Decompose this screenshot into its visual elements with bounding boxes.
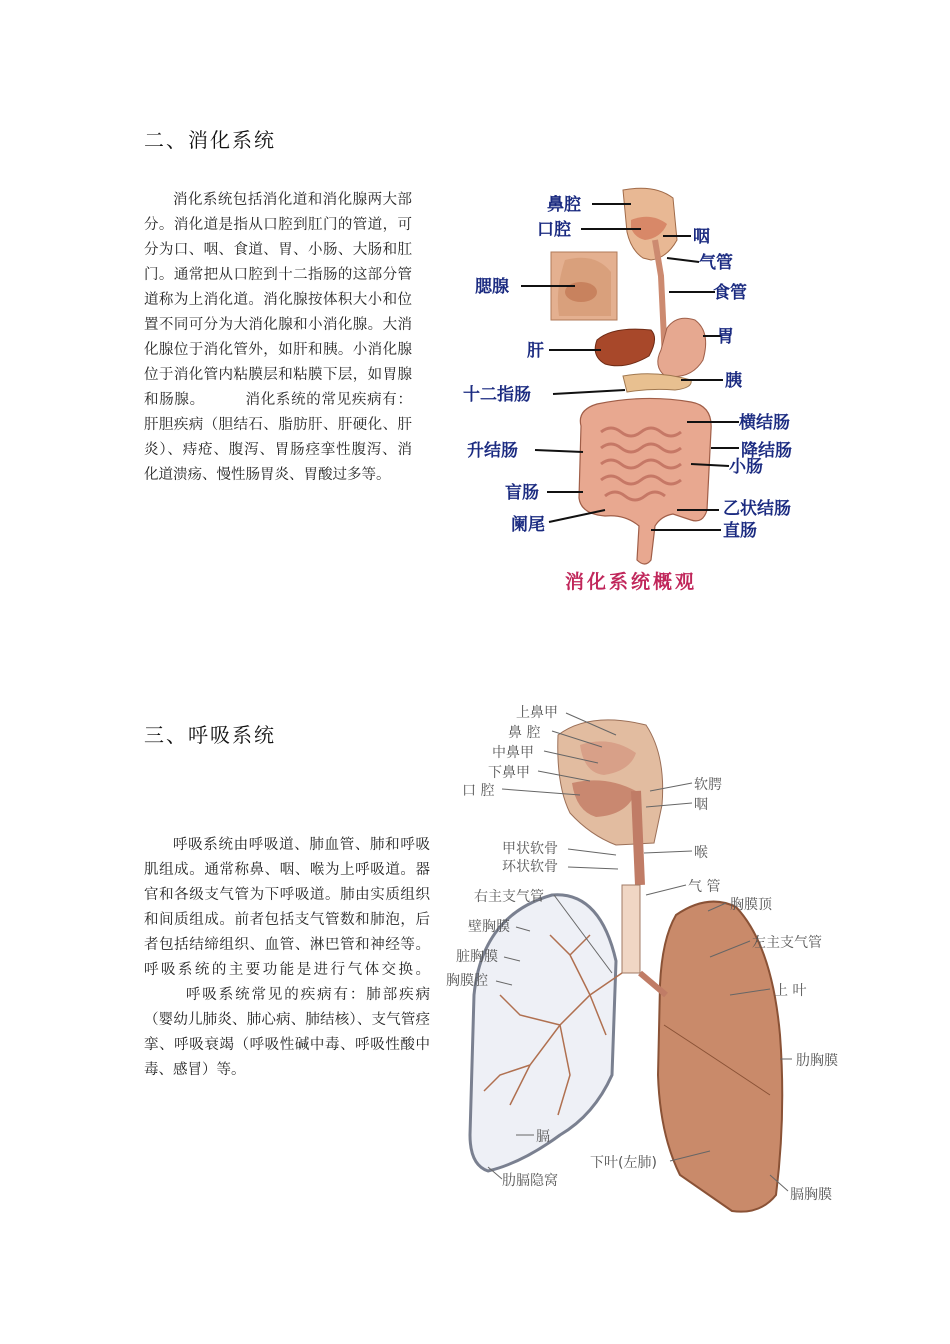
label-trachea: 气 管 <box>688 879 721 895</box>
label-liver: 肝 <box>527 341 544 361</box>
label-pleural-cupula: 胸膜顶 <box>730 897 772 913</box>
label-nasal-cavity: 鼻 腔 <box>508 725 541 741</box>
head-section-illustration <box>558 720 663 885</box>
respiratory-paragraph-main: 呼吸系统由呼吸道、肺血管、肺和呼吸肌组成。通常称鼻、咽、喉为上呼吸道。器官和各级支气管为下呼吸道。肺由实质组织和间质组成。前者包括支气管数和肺泡，后者包括结缔组织、血管、淋巴管和神经等。呼吸系统的主要功能是进行气体交换。 <box>144 837 430 978</box>
digestive-heading: 二、消化系统 <box>144 128 276 152</box>
label-parotid: 腮腺 <box>475 277 509 297</box>
label-upper-lobe: 上 叶 <box>774 983 807 999</box>
label-ascending-colon: 升结肠 <box>467 441 518 461</box>
label-diaphragm: 膈 <box>536 1129 550 1145</box>
label-middle-concha: 中鼻甲 <box>492 745 534 761</box>
label-duodenum: 十二指肠 <box>463 385 531 405</box>
respiratory-system-figure <box>440 695 860 1225</box>
respiratory-paragraph-diseases: 呼吸系统常见的疾病有：肺部疾病（婴幼儿肺炎、肺心病、肺结核）、支气管痉挛、呼吸衰竭（呼吸性碱中毒、呼吸性酸中毒、感冒）等。 <box>144 987 430 1078</box>
label-descending-colon: 降结肠 <box>741 441 792 461</box>
label-small-intestine: 小肠 <box>729 457 763 477</box>
label-cecum: 盲肠 <box>505 483 539 503</box>
large-intestine-illustration <box>579 398 711 564</box>
label-rectum: 直肠 <box>723 521 757 541</box>
label-sigmoid-colon: 乙状结肠 <box>723 499 791 519</box>
digestive-paragraph <box>144 188 412 488</box>
respiratory-paragraph <box>144 833 430 1083</box>
digestive-figure-caption: 消化系统概观 <box>565 571 698 593</box>
label-parietal-pleura: 壁胸膜 <box>468 919 510 935</box>
label-oral-cavity: 口腔 <box>537 220 571 240</box>
label-superior-concha: 上鼻甲 <box>516 705 558 721</box>
respiratory-heading: 三、呼吸系统 <box>144 723 276 747</box>
label-thyroid-cartilage: 甲状软骨 <box>502 841 558 857</box>
label-trachea: 气管 <box>699 253 733 273</box>
label-costal-pleura: 肋胸膜 <box>796 1053 838 1069</box>
label-larynx: 喉 <box>694 845 708 861</box>
pancreas-illustration <box>623 374 691 392</box>
trachea-illustration <box>622 885 640 973</box>
label-nasal-cavity: 鼻腔 <box>547 195 581 215</box>
label-pharynx: 咽 <box>694 797 708 813</box>
liver-illustration <box>595 329 654 366</box>
label-costodiaphragmatic-recess: 肋膈隐窝 <box>502 1173 558 1189</box>
label-esophagus: 食管 <box>713 283 747 303</box>
label-soft-palate: 软腭 <box>694 777 722 793</box>
label-visceral-pleura: 脏胸膜 <box>456 949 498 965</box>
label-appendix: 阑尾 <box>511 515 545 535</box>
label-stomach: 胃 <box>717 327 734 347</box>
label-transverse-colon: 横结肠 <box>739 413 790 433</box>
digestive-system-figure <box>455 180 825 610</box>
label-pancreas: 胰 <box>725 371 742 391</box>
label-pleural-cavity: 胸膜腔 <box>446 973 488 989</box>
label-pharynx: 咽 <box>693 227 710 247</box>
digestive-paragraph-main: 消化系统包括消化道和消化腺两大部分。消化道是指从口腔到肛门的管道，可分为口、咽、食道、胃、小肠、大肠和肛门。通常把从口腔到十二指肠的这部分管道称为上消化道。消化腺按体积大小和位置不同可分为大消化腺和小消化腺。大消化腺位于消化管外，如肝和胰。小消化腺位于消化管内粘膜层和粘膜下层，如胃腺和肠腺。 <box>144 192 412 408</box>
label-lower-lobe: 下叶(左肺) <box>590 1155 657 1171</box>
label-inferior-concha: 下鼻甲 <box>488 765 530 781</box>
label-diaphragmatic-pleura: 膈胸膜 <box>790 1187 832 1203</box>
label-right-bronchus: 右主支气管 <box>474 889 544 905</box>
label-cricoid-cartilage: 环状软骨 <box>502 859 558 875</box>
label-oral-cavity: 口 腔 <box>462 783 495 799</box>
label-left-bronchus: 左主支气管 <box>752 935 822 951</box>
digestive-paragraph-diseases: 消化系统的常见疾病有：肝胆疾病（胆结石、脂肪肝、肝硬化、肝炎）、痔疮、腹泻、胃肠痉挛性腹泻、消化道溃疡、慢性肠胃炎、胃酸过多等。 <box>144 392 413 483</box>
